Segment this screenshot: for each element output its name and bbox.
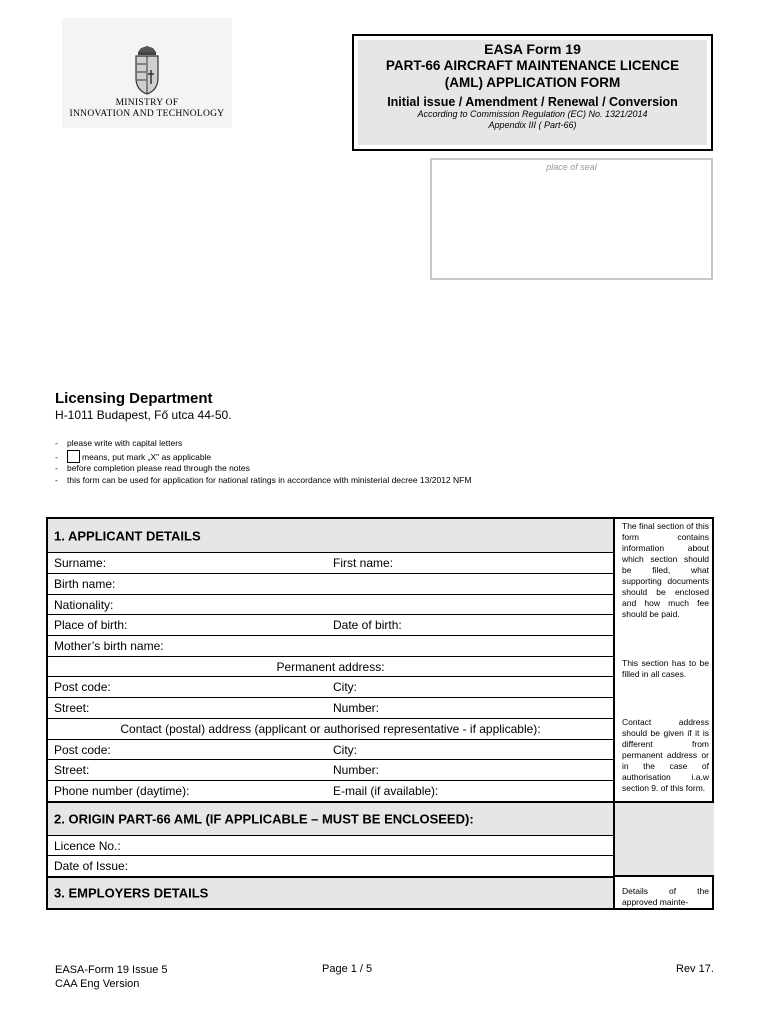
table-row[interactable]: Phone number (daytime): E-mail (if available):	[48, 781, 613, 803]
department-address: H-1011 Budapest, Fő utca 44-50.	[55, 408, 232, 422]
form-subtitle: Initial issue / Amendment / Renewal / Conversion	[387, 95, 678, 109]
side-note-4: Details of the approved mainte-	[622, 886, 709, 907]
department-title: Licensing Department	[55, 390, 213, 407]
list-item: - this form can be used for application for national ratings in accordance with ministerial decree 13/2012 NFM	[55, 474, 472, 485]
form-issue: EASA-Form 19 Issue 5	[55, 964, 168, 976]
table-row[interactable]: Date of Issue:	[48, 856, 613, 878]
form-title-line1: PART-66 AIRCRAFT MAINTENANCE LICENCE	[385, 58, 680, 73]
version-label: CAA Eng Version	[55, 978, 140, 990]
section-1-header: 1. APPLICANT DETAILS	[48, 519, 613, 553]
table-row[interactable]: Surname: First name:	[48, 553, 613, 574]
table-row: Permanent address:	[48, 657, 613, 677]
list-item: - before completion please read through the notes	[55, 463, 250, 473]
table-row: Contact (postal) address (applicant or authorised representative - if applicable):	[48, 719, 613, 740]
form-title-line2: (AML) APPLICATION FORM	[444, 75, 621, 90]
table-row[interactable]: Post code: City:	[48, 677, 613, 698]
form-title-box	[352, 34, 713, 151]
section-3-header: 3. EMPLOYERS DETAILS	[48, 878, 613, 908]
side-note-3: Contact address should be given if it is different from permanent address or in the case of authorisation i.a.w section 9. of this form.	[622, 717, 709, 793]
section-2-header: 2. ORIGIN PART-66 AML (IF APPLICABLE – MUST BE ENCLOSEED):	[48, 803, 613, 836]
application-form-table	[46, 517, 714, 910]
appendix-text: Appendix III ( Part-66)	[488, 120, 577, 130]
table-row[interactable]: Nationality:	[48, 595, 613, 615]
footer-left	[55, 963, 168, 991]
page-number: Page 1 / 5	[322, 963, 373, 975]
side-note-2: This section has to be filled in all cases.	[622, 658, 709, 679]
list-item: - please write with capital letters	[55, 438, 183, 448]
seal-label: place of seal	[546, 162, 597, 172]
side-note-blank	[615, 801, 714, 877]
table-row[interactable]: Licence No.:	[48, 836, 613, 856]
side-note-1: The final section of this form contains information about which section should be filed, what supporting documents should be enclosed and how much fee should be paid.	[622, 521, 709, 619]
regulation-text: According to Commission Regulation (EC) No. 1321/2014	[417, 109, 648, 119]
table-row[interactable]: Mother’s birth name:	[48, 636, 613, 657]
form-name: EASA Form 19	[484, 41, 581, 57]
table-row[interactable]: Birth name:	[48, 574, 613, 595]
revision-label: Rev 17.	[676, 963, 714, 975]
table-row[interactable]: Street: Number:	[48, 760, 613, 781]
list-item: - means, put mark „X" as applicable	[55, 451, 212, 462]
coat-of-arms-icon	[130, 46, 164, 96]
table-row[interactable]: Post code: City:	[48, 740, 613, 760]
table-row[interactable]: Street: Number:	[48, 698, 613, 719]
side-notes-column	[613, 519, 714, 908]
instructions-list	[55, 438, 471, 486]
ministry-name: MINISTRY OF INNOVATION AND TECHNOLOGY	[69, 98, 225, 119]
table-row[interactable]: Place of birth: Date of birth:	[48, 615, 613, 636]
checkbox-icon	[67, 450, 80, 463]
seal-box	[430, 158, 713, 280]
ministry-logo	[62, 18, 232, 128]
